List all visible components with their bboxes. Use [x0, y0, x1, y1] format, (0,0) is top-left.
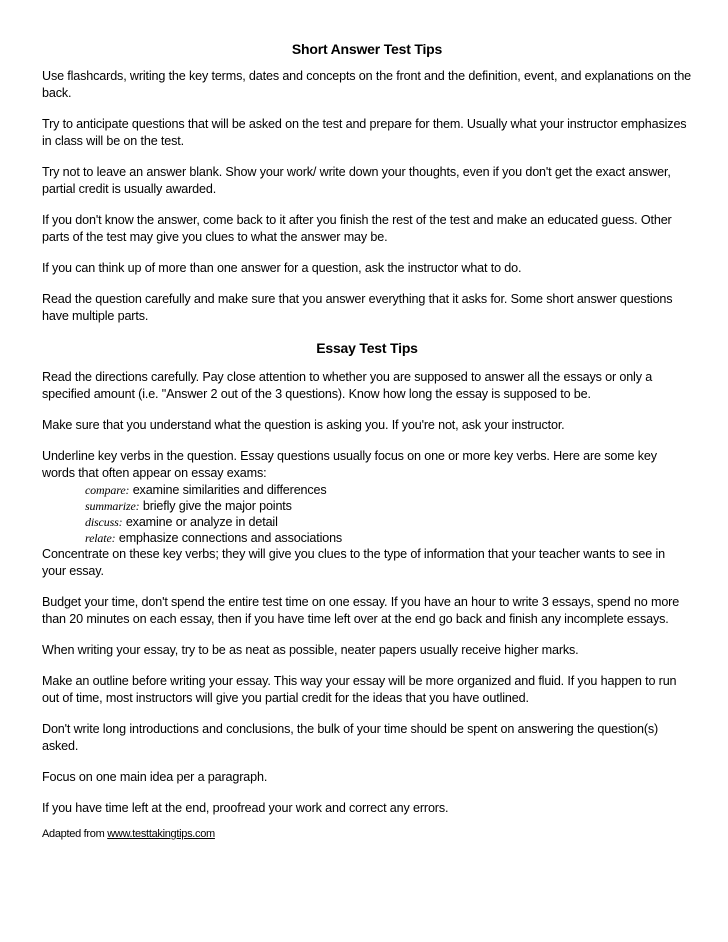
short-answer-title: Short Answer Test Tips [291, 41, 443, 57]
key-verb-term: relate: [85, 531, 116, 545]
short-answer-tip-6: Read the question carefully and make sure that you answer everything that it asks for. Some short answer questions have multiple parts. [42, 292, 673, 323]
key-verb-item [85, 498, 692, 514]
key-verb-list [42, 482, 692, 546]
essay-tip-4: Concentrate on these key verbs; they will give you clues to the type of information that your teacher wants to see in your essay. [42, 547, 665, 578]
key-verb-definition: briefly give the major points [139, 499, 292, 513]
source-prefix: Adapted from [42, 828, 108, 840]
essay-tip-6: When writing your essay, try to be as neat as possible, neater papers usually receive higher marks. [42, 643, 579, 657]
short-answer-tip-2: Try to anticipate questions that will be asked on the test and prepare for them. Usually what your instructor emphasizes in class will be on the test. [42, 117, 687, 148]
essay-tip-10: If you have time left at the end, proofread your work and correct any errors. [42, 801, 449, 815]
key-verb-definition: emphasize connections and associations [115, 531, 343, 545]
essay-tip-2: Make sure that you understand what the question is asking you. If you're not, ask your instructor. [42, 418, 565, 432]
source-attribution [42, 827, 692, 841]
essay-tip-9: Focus on one main idea per a paragraph. [42, 770, 268, 784]
document-page [42, 40, 692, 841]
essay-tip-7: Make an outline before writing your essay. This way your essay will be more organized and fluid. If you happen to run out of time, most instructors will give you partial credit for the ideas that you have outlined. [42, 674, 677, 705]
key-verb-term: compare: [85, 483, 130, 497]
key-verb-item [85, 514, 692, 530]
key-verb-item [85, 530, 692, 546]
short-answer-tip-1: Use flashcards, writing the key terms, dates and concepts on the front and the definition, event, and explanations on the back. [42, 69, 692, 100]
essay-tip-8: Don't write long introductions and conclusions, the bulk of your time should be spent on answering the question(s) asked. [42, 722, 659, 753]
essay-tip-3: Underline key verbs in the question. Essay questions usually focus on one or more key verbs. Here are some key words that often appear on essay exams: [42, 449, 657, 480]
essay-tip-5: Budget your time, don't spend the entire test time on one essay. If you have an hour to write 3 essays, spend no more than 20 minutes on each essay, then if you have time left over at the end go back and finish any incomplete essays. [42, 595, 680, 626]
key-verb-definition: examine or analyze in detail [122, 515, 278, 529]
key-verb-term: discuss: [85, 515, 123, 529]
essay-tip-1: Read the directions carefully. Pay close attention to whether you are supposed to answer all the essays or only a specified amount (i.e. "Answer 2 out of the 3 questions). Know how long the essay is supposed to be. [42, 370, 653, 401]
source-link[interactable]: www.testtakingtips.com [107, 828, 215, 840]
key-verb-item [85, 482, 692, 498]
key-verb-term: summarize: [85, 499, 140, 513]
short-answer-tip-4: If you don't know the answer, come back to it after you finish the rest of the test and make an educated guess. Other parts of the test may give you clues to what the answer may be. [42, 213, 672, 244]
short-answer-tip-5: If you can think up of more than one answer for a question, ask the instructor what to do. [42, 261, 522, 275]
short-answer-tip-3: Try not to leave an answer blank. Show your work/ write down your thoughts, even if you don't get the exact answer, partial credit is usually awarded. [42, 165, 671, 196]
key-verb-definition: examine similarities and differences [129, 483, 327, 497]
essay-title: Essay Test Tips [316, 340, 418, 356]
